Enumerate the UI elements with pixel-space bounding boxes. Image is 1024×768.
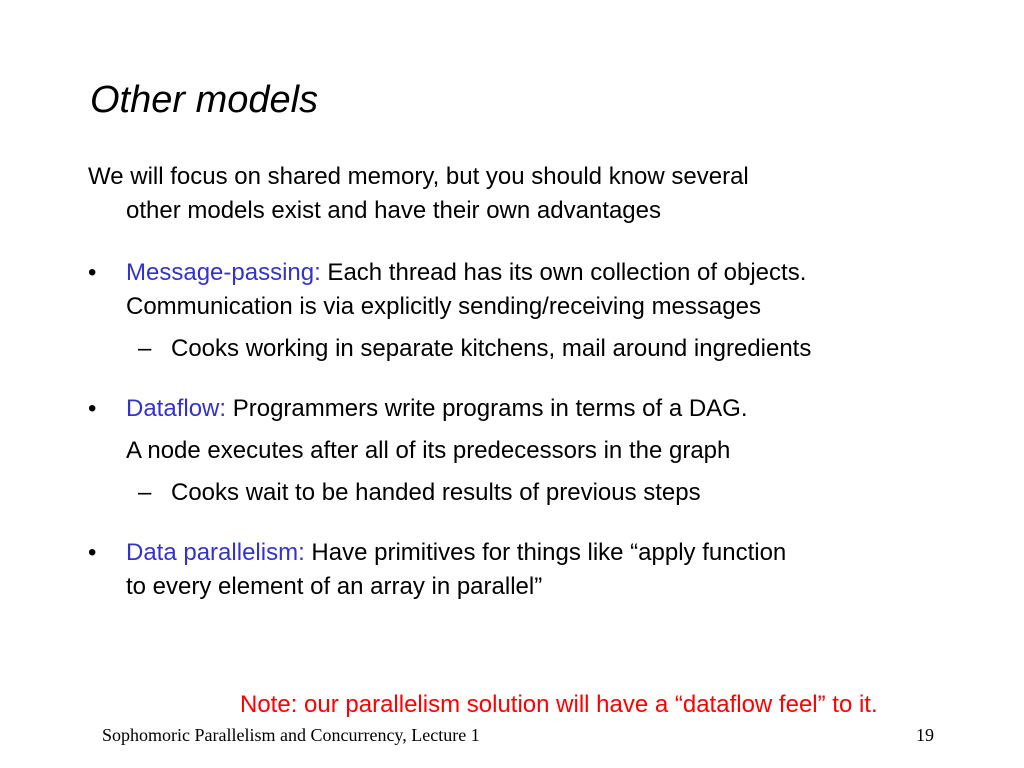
bullet-message-passing xyxy=(88,256,988,366)
sub-bullet-marker: – xyxy=(138,335,152,362)
bullet-marker: • xyxy=(88,259,97,286)
bullet-term: Dataflow: xyxy=(126,395,227,422)
bullet-term: Data parallelism: xyxy=(126,539,305,566)
note-text: Note: our parallelism solution will have a “dataflow feel” to it. xyxy=(240,691,878,718)
sub-bullet-text: Cooks wait to be handed results of previous steps xyxy=(171,479,701,506)
bullet-dataflow xyxy=(88,392,988,510)
bullet-term: Message-passing: xyxy=(126,259,321,286)
sub-bullet xyxy=(88,476,988,510)
sub-bullet-marker: – xyxy=(138,479,152,506)
sub-bullet xyxy=(88,332,988,366)
bullet-text: Each thread has its own collection of objects. xyxy=(320,259,807,286)
bullet-text-continuation: Communication is via explicitly sending/receiving messages xyxy=(126,293,761,320)
bullet-text: Programmers write programs in terms of a DAG. xyxy=(226,395,748,422)
intro-line-1: We will focus on shared memory, but you should know several xyxy=(88,163,749,190)
bullet-text-continuation: A node executes after all of its predecessors in the graph xyxy=(126,437,731,464)
bullet-marker: • xyxy=(88,539,97,566)
bullet-data-parallelism xyxy=(88,536,988,604)
slide-title: Other models xyxy=(90,79,319,121)
intro-paragraph xyxy=(88,160,988,228)
footer-page-number: 19 xyxy=(916,725,934,745)
bullet-line xyxy=(88,392,988,426)
bullet-marker: • xyxy=(88,395,97,422)
bullet-line xyxy=(88,536,988,570)
intro-line-2: other models exist and have their own advantages xyxy=(126,197,661,224)
bullet-text-continuation: to every element of an array in parallel” xyxy=(126,573,543,600)
footer-course-title: Sophomoric Parallelism and Concurrency, Lecture 1 xyxy=(102,725,480,745)
sub-bullet-text: Cooks working in separate kitchens, mail around ingredients xyxy=(171,335,812,362)
bullet-text: Have primitives for things like “apply function xyxy=(304,539,787,566)
bullet-line xyxy=(88,256,988,290)
